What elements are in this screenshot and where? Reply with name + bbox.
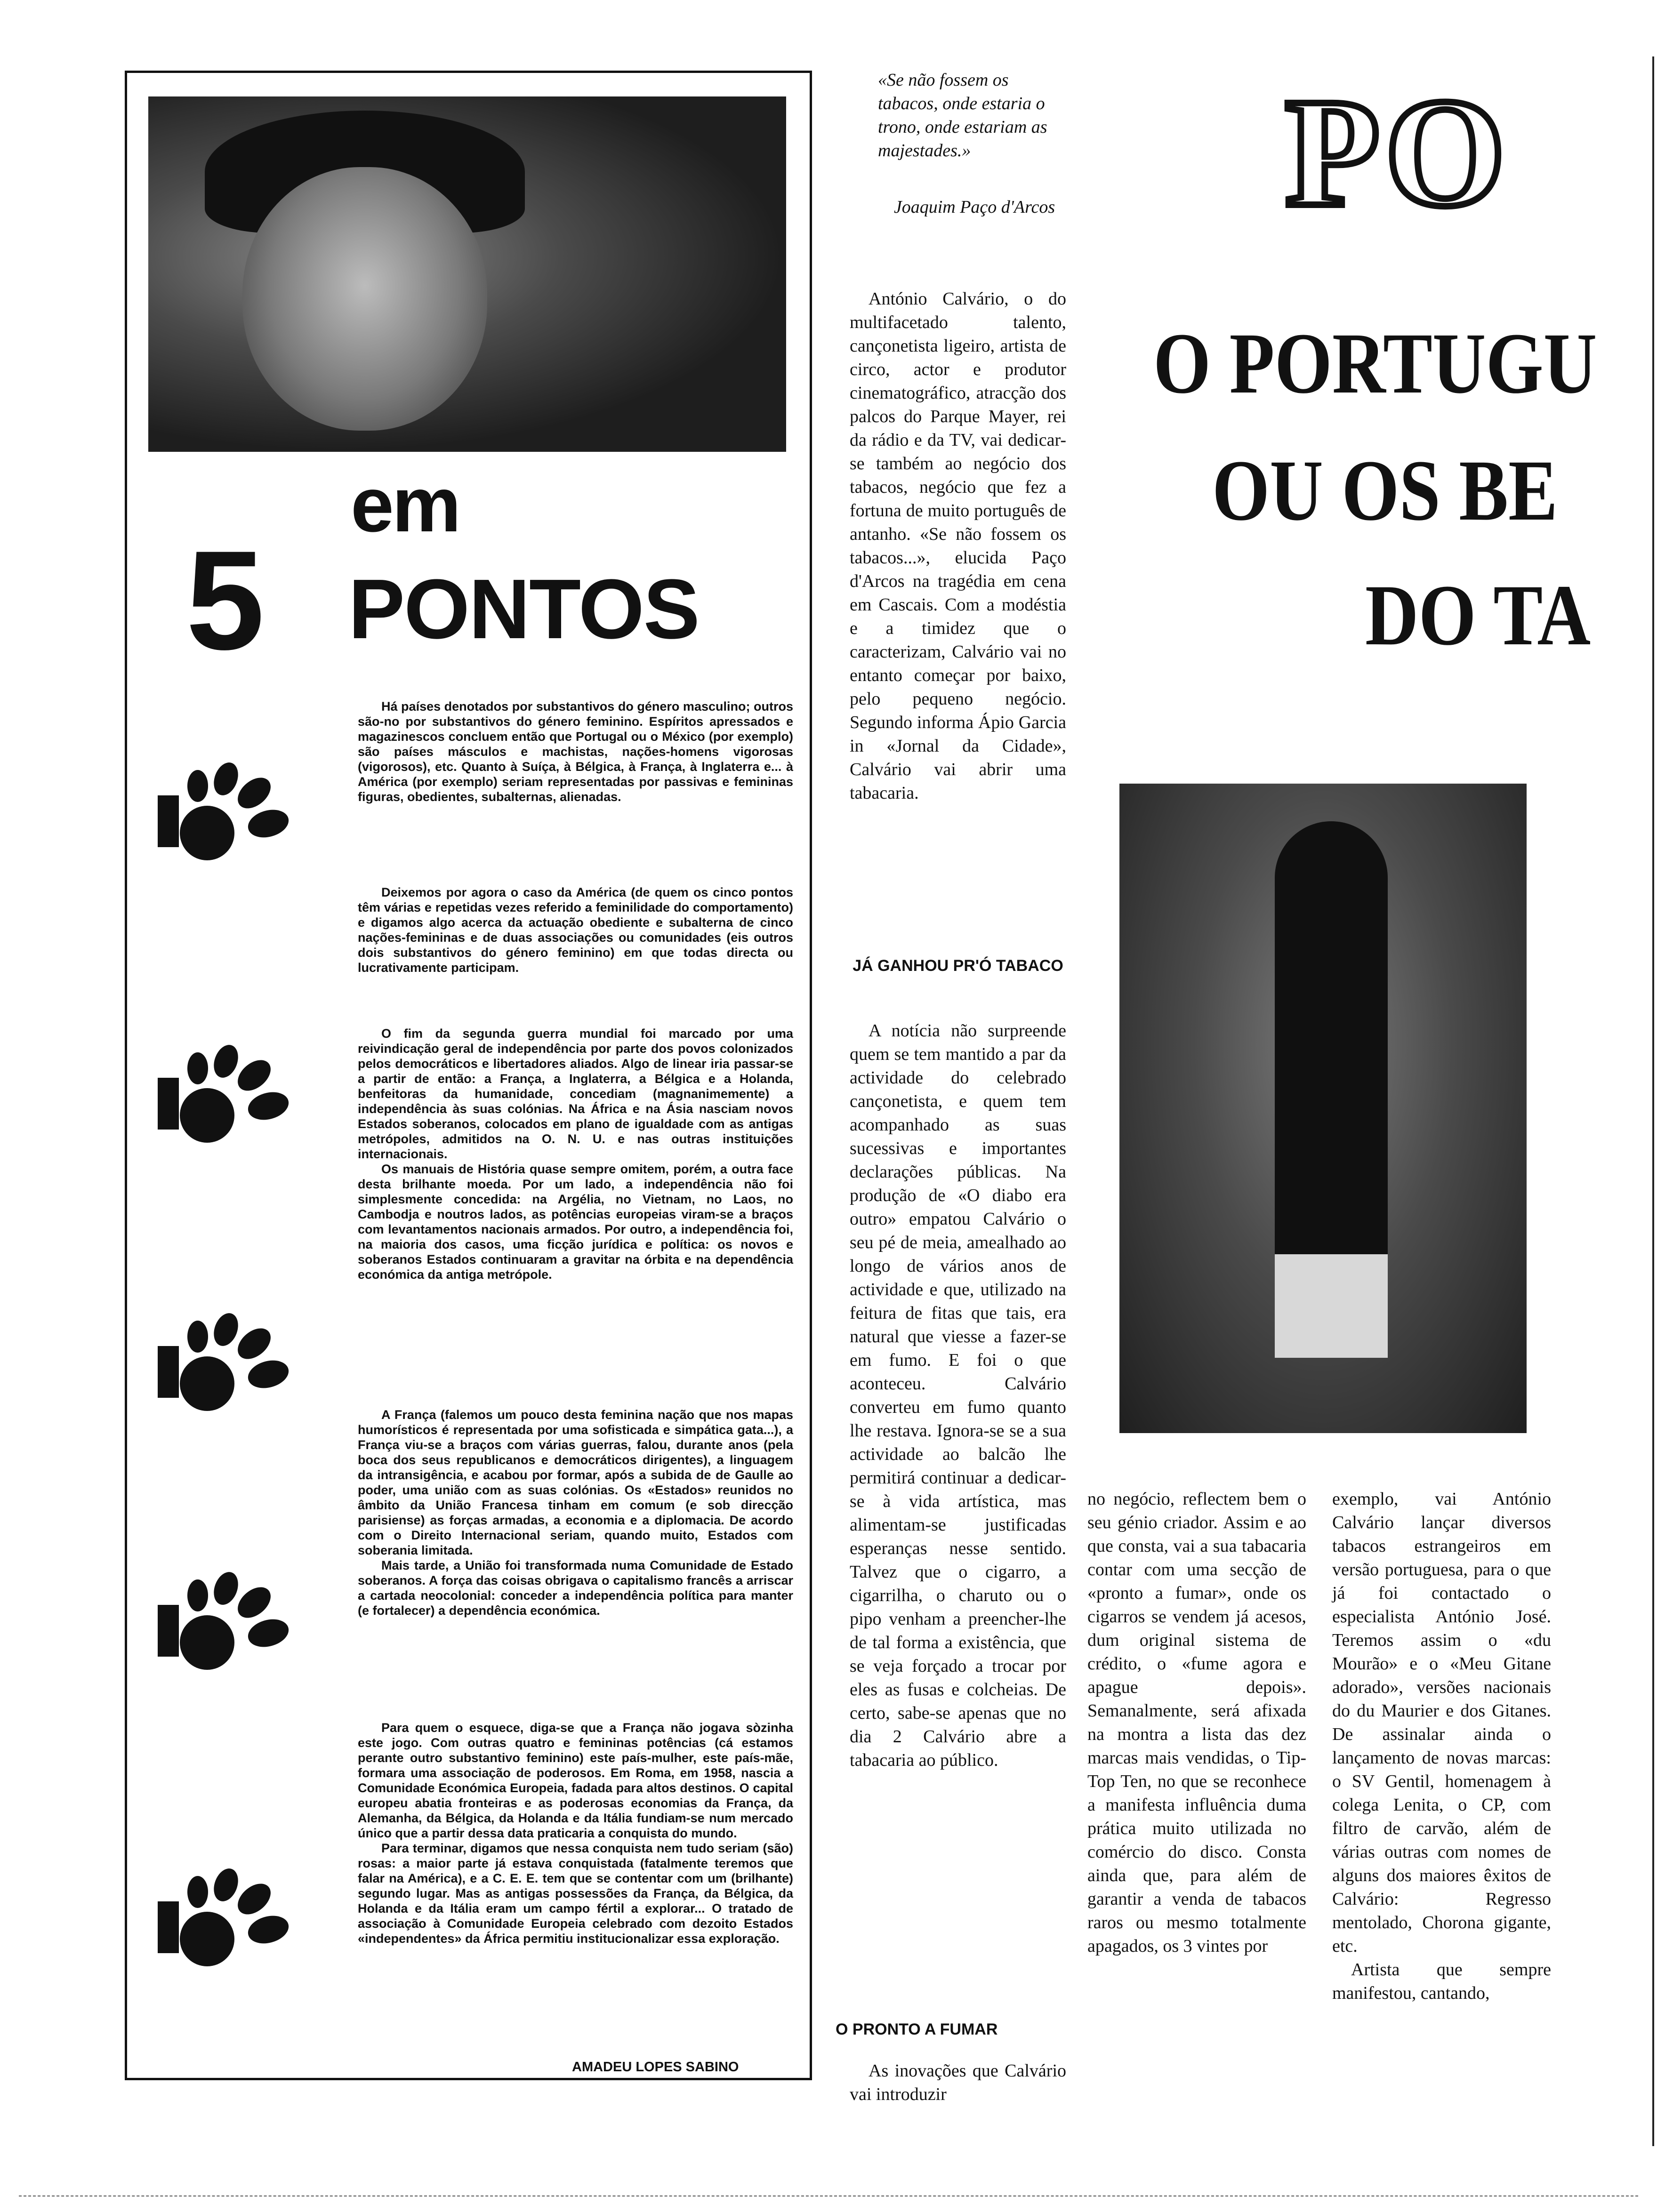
headline-line-2: OU OS BE <box>1212 442 1558 539</box>
subhead-pronto-a-fumar: O PRONTO A FUMAR <box>836 2020 998 2038</box>
paragraph: exemplo, vai António Calvário lançar diversos tabacos estrangeiros em versão portuguesa, para o que já foi contactado o especialista António José. Teremos assim o «du Mourão» e o «Meu Gitane adorado», versões nacionais do du Maurier e dos Gitanes. De assinalar ainda o lançamento de novas marcas: o SV Gentil, homenagem à colega Lenita, o CP, com filtro de carvão, além de várias outras com nomes de alguns dos maiores êxitos de Calvário: Regresso mentolado, Chorona gigante, etc. <box>1332 1489 1551 1956</box>
calvario-photo <box>1119 784 1527 1433</box>
point-4-text <box>358 1407 793 1618</box>
hand-emblem-icon <box>151 1567 301 1675</box>
paragraph: no negócio, reflectem bem o seu génio criador. Assim e ao que consta, vai a sua tabacaria contar com uma secção de «pronto a fumar», onde os cigarros se vendem já acesos, dum original sistema de crédito, o «fume agora e apague depois». Semanalmente, será afixada na montra a lista das dez marcas mais vendidas, o Tip-Top Ten, no que se reconhece a manifesta influência duma prática muito utilizada no comércio do disco. Consta ainda que, para além de garantir a venda de tabacos raros ou mesmo totalmente apagados, os 3 vintes por <box>1087 1489 1306 1956</box>
title-number: 5 <box>186 521 265 679</box>
photo-legs-shape <box>1275 1254 1388 1358</box>
paragraph: Mais tarde, a União foi transformada numa Comunidade de Estado soberanos. A força das coisas obrigava o capitalismo francês a arriscar a cartada neocolonial: conceder a independência política para manter (e fortalecer) a dependência económica. <box>358 1558 793 1618</box>
paragraph: Deixemos por agora o caso da América (de quem os cinco pontos têm várias e repetidas vezes referido a feminilidade do comportamento) e digamos algo acerca da actuação obediente e subalterna de cinco nações-femininas e de duas associações ou comunidades (eis outros dois substantivos do género feminino) em que todas directa ou lucrativamente participam. <box>358 885 793 975</box>
article-body-1 <box>850 1019 1066 1772</box>
epigraph-author: Joaquim Paço d'Arcos <box>893 197 1055 217</box>
paragraph: Os manuais de História quase sempre omitem, porém, a outra face desta brilhante moeda. Por um lado, a independência não foi simplesmente concedida: na Argélia, no Vietnam, no Laos, no Cambodja e noutros lados, as potências europeias viram-se a braços com levantamentos nacionais armados. Por outro, a independência foi, na maioria dos casos, uma ficção jurídica e política: os novos e soberanos Estados continuaram a gravitar na órbita e na dependência económica da antiga metrópole. <box>358 1162 793 1282</box>
decorative-headline-letters: PO <box>1285 67 1511 239</box>
author-byline: AMADEU LOPES SABINO <box>572 2060 739 2075</box>
hand-emblem-icon <box>151 1040 301 1148</box>
epigraph: «Se não fossem os tabacos, onde estaria o trono, onde estariam as majestades.» <box>878 70 1047 160</box>
article-column-3 <box>1087 1487 1306 1958</box>
headline-line-1: O PORTUGU <box>1153 315 1597 412</box>
point-2-text <box>358 885 793 975</box>
hand-emblem-icon <box>151 1308 301 1417</box>
paragraph: A França (falemos um pouco desta feminina nação que nos mapas humorísticos é representada por uma sofisticada e simpática gata...), a França viu-se a braços com várias guerras, falou, durante anos (pela boca dos seus republicanos e democráticos dirigentes), a linguagem da intransigência, e acabou por formar, após a subida de de Gaulle ao poder, uma união com as suas colónias. Os «Estados» reunidos no âmbito da União Francesa tinham em comum (e sob direcção parisiense) as forças armadas, a economia e a diplomacia. De acordo com o Direito Internacional seriam, quando muito, Estados com soberania limitada. <box>358 1408 793 1557</box>
paragraph: A notícia não surpreende quem se tem mantido a par da actividade do celebrado cançonetista, e quem tem acompanhado as suas sucessivas e importantes declarações públicas. Na produção de «O diabo era outro» empatou Calvário o seu pé de meia, amealhado ao longo de vários anos de actividade e que, utilizado na feitura de fitas que tais, era natural que viesse a fazer-se em fumo. E foi o que aconteceu. Calvário converteu em fumo quanto lhe restava. Ignora-se se a sua actividade ao balcão lhe permitirá continuar a dedicar-se à vida artística, mas alimentam-se justificadas esperanças nesse sentido. Talvez que o cigarro, a cigarrilha, o charuto ou o pipo venham a preencher-lhe de tal forma a existência, que se veja forçado a trocar por eles as fusas e colcheias. De certo, sabe-se apenas que no dia 2 Calvário abre a tabacaria ao público. <box>850 1021 1066 1770</box>
paragraph: António Calvário, o do multifacetado talento, cançonetista ligeiro, artista de circo, actor e produtor cinematográfico, atracção dos palcos do Parque Mayer, rei da rádio e da TV, vai dedicar-se também ao negócio dos tabacos, negócio que fez a fortuna de muito português de antanho. «Se não fossem os tabacos...», elucida Paço d'Arcos na tragédia em cena em Cascais. Com a modéstia e a timidez que o caracterizam, Calvário vai no entanto começar por baixo, pelo pequeno negócio. Segundo informa Ápio Garcia in «Jornal da Cidade», Calvário vai abrir uma tabacaria. <box>850 289 1066 803</box>
hand-emblem-icon <box>151 758 301 866</box>
article-intro <box>850 287 1066 805</box>
headline-line-3: DO TA <box>1365 567 1591 664</box>
photo-face-shape <box>242 167 487 431</box>
title-em: em <box>351 461 459 548</box>
subhead-ja-ganhou: JÁ GANHOU PR'Ó TABACO <box>853 957 1063 975</box>
paragraph: Para terminar, digamos que nessa conquista nem tudo seriam (são) rosas: a maior parte já estava conquistada (fatalmente teremos que falar na América), e a C. E. E. tem que se contentar com um (brilhante) segundo lugar. Mas as antigas possessões da França, da Bélgica, da Holanda e da Itália eram um campo fértil a explorar... O tratado de associação à Comunidade Europeia celebrado com dezoito Estados «independentes» da África permitiu institucionalizar essa exploração. <box>358 1841 793 1946</box>
point-1-text <box>358 699 793 804</box>
point-5-text <box>358 1720 793 1946</box>
article-column-4 <box>1332 1487 1551 2005</box>
article-body-2 <box>850 2059 1066 2106</box>
paragraph: As inovações que Calvário vai introduzir <box>850 2061 1066 2104</box>
point-3-text <box>358 1026 793 1282</box>
column-rule <box>1652 56 1654 2146</box>
title-pontos: PONTOS <box>348 562 699 657</box>
paragraph: O fim da segunda guerra mundial foi marcado por uma reivindicação geral de independência por parte dos povos colonizados pelos democráticos e libertadores aliados. Algo de linear iria passar-se a partir de então: a França, a Inglaterra, a Bélgica e a Holanda, benfeitoras da humanidade, concediam (magnanimemente) a independência às suas colónias. Na África e na Ásia nasciam novos Estados soberanos, colocados em plano de igualdade com as antigas metrópoles, admitidos na O. N. U. e nas outras instituições internacionais. <box>358 1026 793 1161</box>
paragraph: Artista que sempre manifestou, cantando, <box>1332 1960 1551 2003</box>
hand-emblem-icon <box>151 1864 301 1972</box>
page-bottom-rule <box>19 2196 1638 2198</box>
paragraph: Há países denotados por substantivos do género masculino; outros são-no por substantivos do género feminino. Espíritos apressados e magazinescos concluem então que Portugal ou o México (por exemplo) são países másculos e machistas, nações-homens vigorosas (vigorosos), etc. Quanto à Suíça, à Bélgica, à França, à Inglaterra e... à América (por exemplo) seriam representadas por passivas e femininas figuras, obedientes, subalternas, alienadas. <box>358 699 793 804</box>
portrait-photo <box>148 96 786 452</box>
paragraph: Para quem o esquece, diga-se que a França não jogava sòzinha este jogo. Com outras quatro e femininas potências (cá estamos perante outro substantivo feminino) este país-mulher, este país-mãe, formara uma associação de poderosos. Em Roma, em 1958, nascia a Comunidade Económica Europeia, fadada para altos destinos. O capital europeu abatia fronteiras e as poderosas economias da França, da Alemanha, da Bélgica, da Holanda e da Itália fundiam-se num mercado único que a partir dessa data praticaria a conquista do mundo. <box>358 1721 793 1840</box>
